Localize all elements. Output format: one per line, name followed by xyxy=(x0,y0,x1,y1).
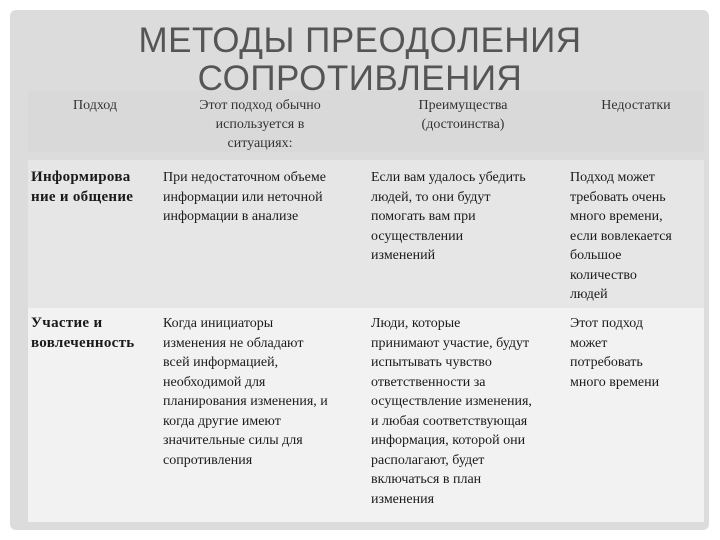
row1-pros-line: людей, то они будут xyxy=(371,189,491,205)
row2-pros-line: Люди, которые xyxy=(371,316,461,331)
row1-cons-line: много времени, xyxy=(570,209,663,224)
row2-when-line: значительные силы для xyxy=(163,433,303,448)
row1-cons-line: людей xyxy=(570,287,608,302)
row1-approach-line: ние и общение xyxy=(31,188,134,205)
header-when-line: ситуациях: xyxy=(227,136,293,151)
row2-pros-line: изменения xyxy=(371,491,435,507)
row2-pros-line: включаться в план xyxy=(371,472,482,487)
header-when-line: используется в xyxy=(215,117,305,132)
row2-approach-line: вовлеченность xyxy=(31,334,135,351)
header-advantages xyxy=(368,96,558,134)
row1-cons-line: требовать очень xyxy=(570,189,666,205)
row2-cons-line: может xyxy=(570,335,608,351)
row1-cons xyxy=(570,168,704,305)
row1-cons-line: Подход может xyxy=(570,170,655,185)
row2-pros xyxy=(371,314,566,509)
row1-pros-line: изменений xyxy=(371,248,436,263)
header-advantages-line: Преимущества xyxy=(418,98,508,113)
row2-pros-line: осуществление изменения, xyxy=(371,394,532,409)
row1-approach xyxy=(31,168,161,207)
row2-when-line: когда другие имеют xyxy=(163,413,281,429)
row1-pros-line: осуществлении xyxy=(371,228,464,244)
row2-approach xyxy=(31,314,161,353)
header-disadvantages: Недостатки xyxy=(601,98,671,113)
row1-cons-line: большое xyxy=(570,248,622,263)
row2-pros-line: принимают участие, будут xyxy=(371,335,530,351)
row2-pros-line: располагают, будет xyxy=(371,452,485,468)
row2-cons-line: много времени xyxy=(570,374,660,390)
slide-title-line-2: СОПРОТИВЛЕНИЯ xyxy=(197,59,523,98)
row2-cons-line: потребовать xyxy=(570,355,643,370)
row2-pros-line: и любая соответствующая xyxy=(371,413,528,429)
row2-pros-line: информация, которой они xyxy=(371,433,526,448)
row1-when-line: информации или неточной xyxy=(163,189,323,205)
row2-cons xyxy=(570,314,704,392)
row2-when-line: изменения не обладают xyxy=(163,335,304,351)
row1-cons-line: количество xyxy=(570,267,637,283)
row2-when-line: всей информацией, xyxy=(163,355,279,370)
row1-when-line: При недостаточном объеме xyxy=(163,170,326,185)
header-when-used xyxy=(160,96,360,153)
header-approach: Подход xyxy=(72,98,118,113)
row1-when-line: информации в анализе xyxy=(163,209,299,224)
row1-approach-line: Информирова xyxy=(31,169,131,185)
row2-when-line: Когда инициаторы xyxy=(163,316,274,331)
row2-when-line: планирования изменения, и xyxy=(163,394,328,409)
row1-when xyxy=(163,168,368,227)
row1-pros xyxy=(371,168,566,266)
row1-pros-line: помогать вам при xyxy=(371,209,476,224)
row2-when-line: сопротивления xyxy=(163,452,253,468)
header-when-line: Этот подход обычно xyxy=(199,98,321,113)
row2-pros-line: испытывать чувство xyxy=(371,355,492,370)
row2-when-line: необходимой для xyxy=(163,374,266,390)
row2-pros-line: ответственности за xyxy=(371,374,486,390)
slide-title-line-1: МЕТОДЫ ПРЕОДОЛЕНИЯ xyxy=(138,21,582,60)
row1-cons-line: если вовлекается xyxy=(570,228,672,244)
row1-pros-line: Если вам удалось убедить xyxy=(371,170,526,185)
row2-cons-line: Этот подход xyxy=(570,316,644,331)
header-advantages-line: (достоинства) xyxy=(421,117,505,132)
row2-when xyxy=(163,314,368,470)
row2-approach-line: Участие и xyxy=(31,315,103,331)
